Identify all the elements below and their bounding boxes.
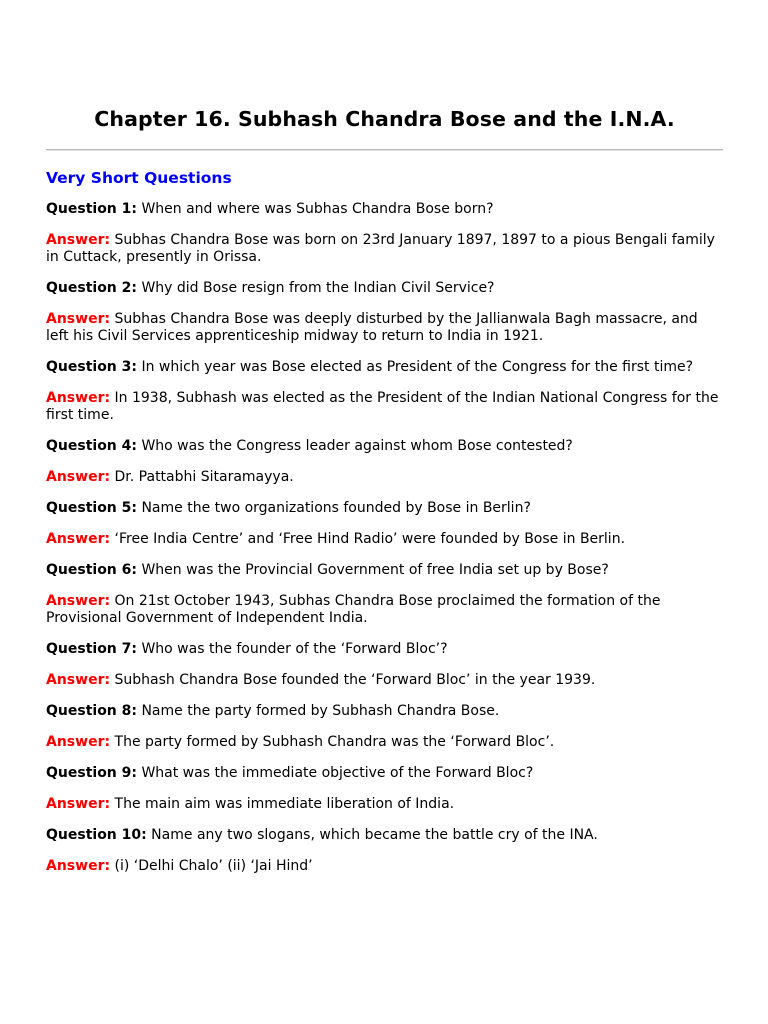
question-text: Who was the founder of the ‘Forward Bloc’? <box>137 641 448 657</box>
qa-item-8 <box>46 703 723 751</box>
question-label: Question 10: <box>46 827 147 843</box>
answer-5 <box>46 531 723 548</box>
question-label: Question 7: <box>46 641 137 657</box>
question-10 <box>46 827 723 844</box>
question-label: Question 6: <box>46 562 137 578</box>
question-text: Why did Bose resign from the Indian Civil Service? <box>137 280 495 296</box>
qa-list <box>46 201 723 875</box>
qa-item-3 <box>46 359 723 424</box>
answer-text: Dr. Pattabhi Sitaramayya. <box>110 469 294 485</box>
answer-8 <box>46 734 723 751</box>
qa-item-9 <box>46 765 723 813</box>
answer-text: On 21st October 1943, Subhas Chandra Bose proclaimed the formation of the Provisional Government of Independent India. <box>46 593 661 626</box>
answer-label: Answer: <box>46 734 111 750</box>
question-8 <box>46 703 723 720</box>
question-text: Name the party formed by Subhash Chandra Bose. <box>137 703 500 719</box>
qa-item-10 <box>46 827 723 875</box>
answer-text: (i) ‘Delhi Chalo’ (ii) ‘Jai Hind’ <box>110 858 313 874</box>
answer-label: Answer: <box>46 531 111 547</box>
answer-10 <box>46 858 723 875</box>
qa-item-7 <box>46 641 723 689</box>
answer-6 <box>46 593 723 627</box>
question-text: Name the two organizations founded by Bose in Berlin? <box>137 500 531 516</box>
answer-4 <box>46 469 723 486</box>
answer-text: Subhas Chandra Bose was deeply disturbed by the Jallianwala Bagh massacre, and left his Civil Services apprenticeship midway to return to India in 1921. <box>46 311 698 344</box>
answer-text: The party formed by Subhash Chandra was the ‘Forward Bloc’. <box>110 734 555 750</box>
question-label: Question 8: <box>46 703 137 719</box>
answer-label: Answer: <box>46 858 111 874</box>
question-4 <box>46 438 723 455</box>
question-text: In which year was Bose elected as President of the Congress for the first time? <box>137 359 694 375</box>
answer-2 <box>46 311 723 345</box>
qa-item-6 <box>46 562 723 627</box>
answer-text: The main aim was immediate liberation of India. <box>110 796 455 812</box>
question-text: Name any two slogans, which became the battle cry of the INA. <box>146 827 598 843</box>
question-label: Question 9: <box>46 765 137 781</box>
answer-label: Answer: <box>46 311 111 327</box>
question-text: Who was the Congress leader against whom Bose contested? <box>137 438 573 454</box>
question-6 <box>46 562 723 579</box>
answer-7 <box>46 672 723 689</box>
question-5 <box>46 500 723 517</box>
answer-label: Answer: <box>46 469 111 485</box>
question-label: Question 4: <box>46 438 137 454</box>
qa-item-1 <box>46 201 723 266</box>
answer-label: Answer: <box>46 796 111 812</box>
question-label: Question 5: <box>46 500 137 516</box>
answer-label: Answer: <box>46 232 111 248</box>
question-3 <box>46 359 723 376</box>
answer-text: Subhash Chandra Bose founded the ‘Forward Bloc’ in the year 1939. <box>110 672 596 688</box>
question-1 <box>46 201 723 218</box>
answer-label: Answer: <box>46 390 111 406</box>
question-text: What was the immediate objective of the Forward Bloc? <box>137 765 534 781</box>
answer-text: In 1938, Subhash was elected as the President of the Indian National Congress for the first time. <box>46 390 719 423</box>
answer-text: Subhas Chandra Bose was born on 23rd January 1897, 1897 to a pious Bengali family in Cuttack, presently in Orissa. <box>46 232 715 265</box>
question-text: When was the Provincial Government of free India set up by Bose? <box>137 562 609 578</box>
question-9 <box>46 765 723 782</box>
answer-3 <box>46 390 723 424</box>
question-2 <box>46 280 723 297</box>
qa-item-4 <box>46 438 723 486</box>
question-text: When and where was Subhas Chandra Bose born? <box>137 201 494 217</box>
answer-9 <box>46 796 723 813</box>
question-7 <box>46 641 723 658</box>
document-page <box>46 0 723 875</box>
title-divider <box>46 149 723 151</box>
answer-label: Answer: <box>46 593 111 609</box>
section-heading: Very Short Questions <box>46 169 232 187</box>
answer-text: ‘Free India Centre’ and ‘Free Hind Radio’ were founded by Bose in Berlin. <box>110 531 626 547</box>
question-label: Question 3: <box>46 359 137 375</box>
qa-item-2 <box>46 280 723 345</box>
question-label: Question 2: <box>46 280 137 296</box>
question-label: Question 1: <box>46 201 137 217</box>
chapter-title: Chapter 16. Subhash Chandra Bose and the I.N.A. <box>94 107 675 131</box>
answer-label: Answer: <box>46 672 111 688</box>
qa-item-5 <box>46 500 723 548</box>
answer-1 <box>46 232 723 266</box>
